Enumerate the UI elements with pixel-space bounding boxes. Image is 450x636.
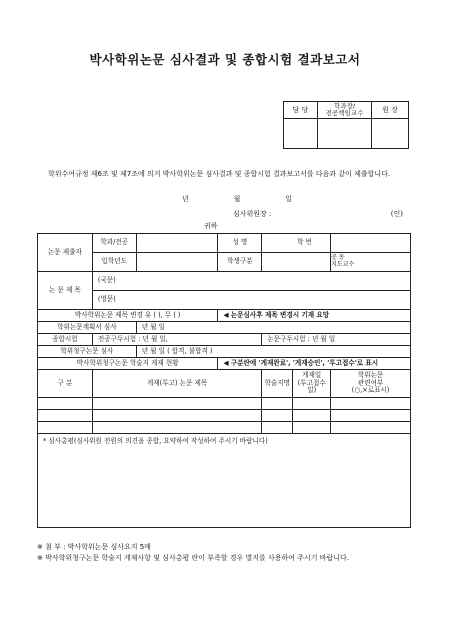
journal-type-cell[interactable] (38, 410, 93, 422)
submission-date (182, 194, 292, 204)
journal-name-cell[interactable] (262, 410, 293, 422)
approval-dean-header: 원 장 (372, 102, 409, 119)
review-opinion-label: * 심사총평(심사위원 전원의 의견을 종합, 요약하여 작성하여 주시기 바랍니다) (43, 437, 268, 445)
journal-related-cell[interactable] (331, 410, 411, 422)
date-year: 년 (182, 195, 189, 203)
student-no-cell[interactable] (297, 234, 411, 253)
journal-row (38, 410, 411, 422)
journal-type-cell[interactable] (38, 422, 93, 434)
journal-row (38, 398, 411, 410)
journal-status-note: ◀ 구분란에 '게재완료', '게재승인', '투고접수'로 표시 (218, 358, 411, 370)
joint-advisor-label: 공 동 지도교수 (331, 254, 355, 268)
dept-field[interactable] (136, 234, 218, 253)
dept-label: 학과/전공 (92, 234, 136, 253)
student-type-field[interactable] (262, 253, 331, 272)
journal-title-cell[interactable] (92, 398, 261, 410)
journal-row (38, 422, 411, 434)
footnotes (37, 542, 413, 564)
col-journal-header: 학술지명 (262, 370, 293, 398)
plan-review-date[interactable]: 년 월 일 (136, 322, 410, 334)
document-title: 박사학위논문 심사결과 및 종합시험 결과보고서 (89, 52, 361, 67)
date-day: 일 (285, 195, 292, 203)
journal-date-cell[interactable] (293, 398, 331, 410)
title-korean-field[interactable]: (국문) (92, 272, 410, 291)
approval-table (283, 101, 409, 149)
thesis-title-label: 논 문 제 목 (38, 272, 93, 310)
degree-review-label: 학위청구논문 심사 (38, 346, 137, 358)
journal-name-cell[interactable] (262, 422, 293, 434)
approval-staff-header: 담 당 (284, 102, 318, 119)
col-pubdate-header: 게재일 (투고접수일) (293, 370, 331, 398)
report-form-table (37, 233, 411, 528)
journal-date-cell[interactable] (293, 422, 331, 434)
review-opinion-field[interactable] (38, 434, 411, 528)
committee-chair (233, 209, 403, 219)
extra-sheet-note: ※ 박사학위청구논문 학술지 게재사항 및 심사총평 란이 부족할 경우 별지를 사용하여 주시기 바랍니다. (37, 554, 350, 562)
joint-advisor-cell[interactable] (331, 253, 411, 272)
student-type-label: 학생구분 (218, 253, 262, 272)
intro-text: 학위수여규정 제6조 및 제7조에 의거 박사학위논문 심사결과 및 종합시험 결과보고서를 다음과 같이 제출합니다. (48, 170, 391, 178)
chair-label: 심사위원장 : (233, 210, 272, 218)
journal-status-label: 박사학위청구논문 학술지 게재 현황 (38, 358, 218, 370)
journal-title-cell[interactable] (92, 422, 261, 434)
date-month: 월 (233, 195, 241, 203)
plan-review-label: 학위논문계획서 심사 (38, 322, 137, 334)
chair-seal: (인) (390, 210, 403, 218)
journal-type-cell[interactable] (38, 398, 93, 410)
degree-review-result[interactable]: 년 월 일 ( 합격, 불합격 ) (136, 346, 410, 358)
thesis-oral-exam-date[interactable]: 논문구두시험 : 년 월 일 (262, 334, 411, 346)
attachment-note: ※ 첨 부 : 박사학위논문 심사요지 5매 (37, 543, 151, 551)
journal-related-cell[interactable] (331, 422, 411, 434)
approval-staff-sign[interactable] (284, 119, 318, 149)
approval-dept-head-header: 학과장/ 전공책임교수 (317, 102, 371, 119)
col-paper-header: 게재(투고) 논문 제목 (92, 370, 261, 398)
entry-year-label: 입학년도 (92, 253, 136, 272)
journal-date-cell[interactable] (293, 410, 331, 422)
approval-dean-sign[interactable] (372, 119, 409, 149)
journal-name-cell[interactable] (262, 398, 293, 410)
col-type-header: 구 분 (38, 370, 93, 398)
title-change-field[interactable]: 박사학위논문 제목 변경 유 ( ), 무 ( ) (38, 310, 218, 322)
approval-dept-head-sign[interactable] (317, 119, 371, 149)
major-oral-exam-date[interactable]: 전공구두시험 : 년 월 일, (92, 334, 261, 346)
entry-year-field[interactable] (136, 253, 218, 272)
name-label: 성 명 (218, 234, 262, 253)
submitter-label: 논문 제출자 (38, 234, 93, 272)
addressee: 귀하 (204, 222, 218, 230)
journal-title-cell[interactable] (92, 410, 261, 422)
col-related-header: 학위논문 관련여부 (○,×로표시) (331, 370, 411, 398)
title-english-field[interactable]: (영문) (92, 291, 410, 310)
title-change-note: ◀ 논문심사후 제목 변경시 기재 요망 (218, 310, 411, 322)
student-no-label: 학 번 (297, 238, 312, 247)
comp-exam-label: 종합시험 (38, 334, 93, 346)
journal-related-cell[interactable] (331, 398, 411, 410)
